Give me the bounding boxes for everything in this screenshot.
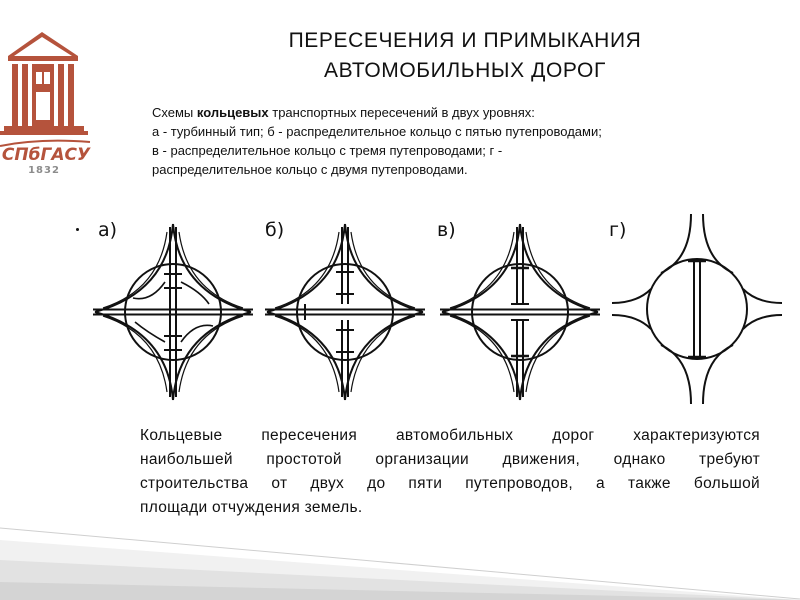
- diagram-v-three-overpasses: [440, 224, 600, 400]
- description-bold: кольцевых: [196, 105, 269, 120]
- diagram-b-five-overpasses: [265, 224, 425, 400]
- title-line-1: ПЕРЕСЕЧЕНИЯ И ПРИМЫКАНИЯ: [288, 29, 642, 52]
- logo-wordmark: [0, 140, 92, 166]
- summary-line-2: наибольшей простотой организации движения, однако требуют: [140, 451, 760, 468]
- diagram-a-turbine: [93, 224, 253, 400]
- description-prefix: Схемы: [152, 105, 197, 120]
- diagram-g-two-overpasses: [612, 214, 782, 404]
- page-title: [215, 26, 715, 86]
- diagram-description: [152, 103, 782, 179]
- description-line-3: в - распределительное кольцо с тремя путепроводами; г -: [152, 143, 503, 158]
- description-line-1: [152, 103, 782, 122]
- interchange-diagrams: [0, 205, 800, 410]
- logo-year: 1832: [28, 165, 60, 176]
- summary-line-4: площади отчуждения земель.: [140, 499, 363, 516]
- description-line-4: распределительное кольцо с двумя путепроводами.: [152, 162, 468, 177]
- title-line-2: АВТОМОБИЛЬНЫХ ДОРОГ: [324, 59, 606, 82]
- diagram-label-a: а): [98, 219, 118, 241]
- logo-wordmark-text: СПбГАСУ: [1, 145, 91, 165]
- description-line-2: а - турбинный тип; б - распределительное кольцо с пятью путепроводами;: [152, 124, 602, 139]
- slide-decoration: [0, 500, 800, 600]
- diagram-label-v: в): [437, 219, 456, 241]
- diagram-label-b: б): [265, 219, 285, 241]
- description-suffix: транспортных пересечений в двух уровнях:: [268, 105, 535, 120]
- summary-line-3: строительства от двух до пяти путепроводов, а также большой: [140, 475, 760, 492]
- diagram-label-g: г): [609, 219, 627, 241]
- summary-line-1: Кольцевые пересечения автомобильных дорог характеризуются: [140, 427, 760, 444]
